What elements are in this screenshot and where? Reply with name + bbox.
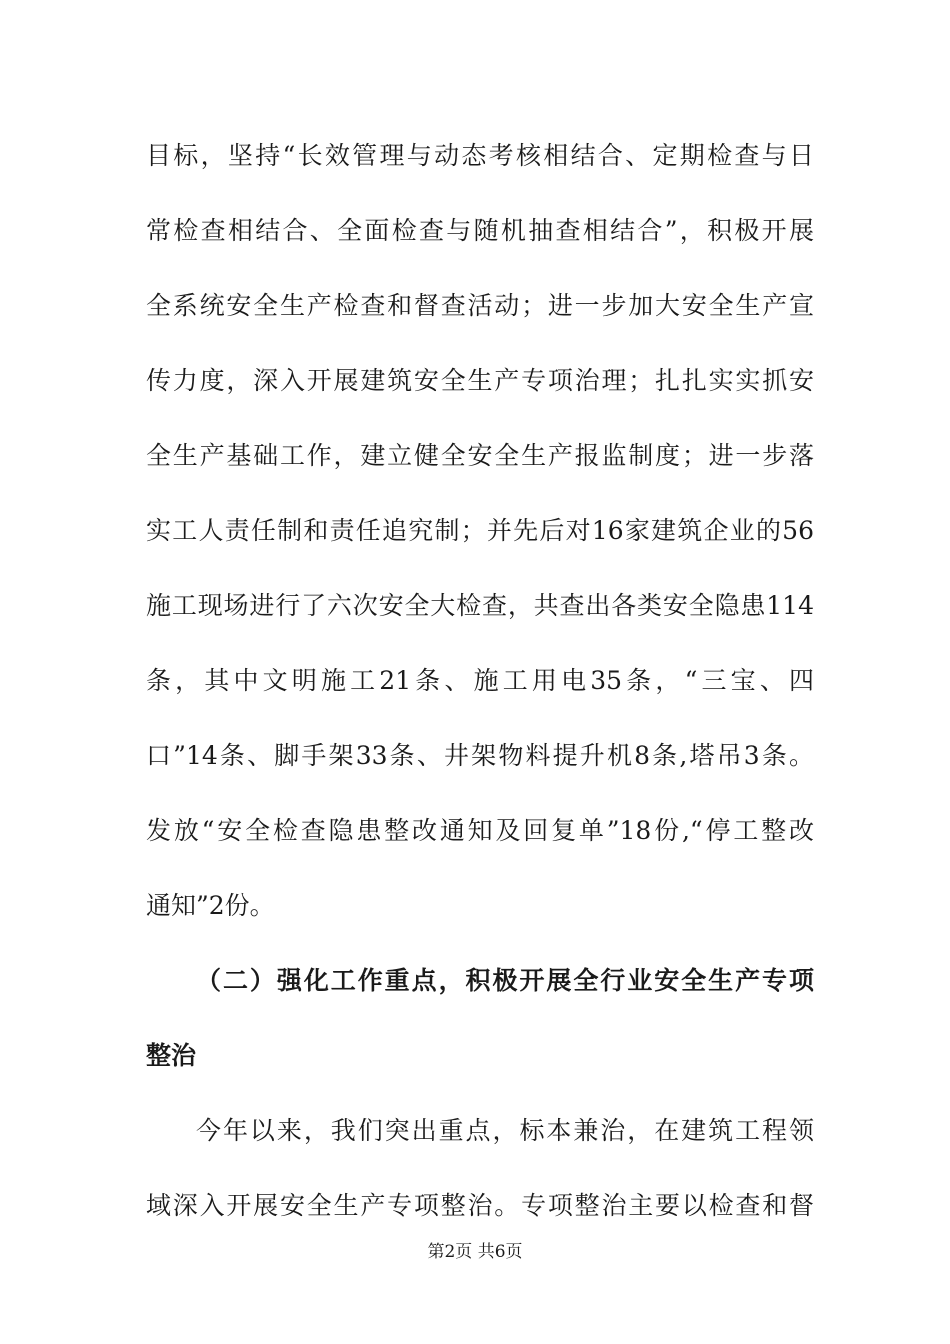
text-line: 传力度，深入开展建筑安全生产专项治理；扎扎实实抓安 <box>146 366 814 395</box>
text-line: 全生产基础工作，建立健全安全生产报监制度；进一步落 <box>146 441 814 470</box>
heading-line: 整治 <box>146 1041 197 1070</box>
paragraph-2 <box>146 1093 814 1243</box>
text-line: 条，其中文明施工21条、施工用电35条，“三宝、四 <box>146 666 814 695</box>
text-line: 实工人责任制和责任追究制；并先后对16家建筑企业的56 <box>146 516 814 545</box>
text-line: 目标，坚持“长效管理与动态考核相结合、定期检查与日 <box>146 141 814 170</box>
paragraph-1 <box>146 118 814 943</box>
heading-line: （二）强化工作重点，积极开展全行业安全生产专项 <box>196 966 814 995</box>
text-line: 口”14条、脚手架33条、井架物料提升机8条,塔吊3条。 <box>146 741 814 770</box>
text-line: 通知”2份。 <box>146 891 275 920</box>
page-footer <box>0 1240 950 1264</box>
page-number: 第2页 共6页 <box>427 1242 523 1262</box>
text-line: 全系统安全生产检查和督查活动；进一步加大安全生产宣 <box>146 291 814 320</box>
text-line: 今年以来，我们突出重点，标本兼治，在建筑工程领 <box>196 1116 814 1145</box>
text-line: 域深入开展安全生产专项整治。专项整治主要以检查和督 <box>146 1191 814 1220</box>
section-heading <box>146 943 814 1093</box>
text-line: 常检查相结合、全面检查与随机抽查相结合”，积极开展 <box>146 216 814 245</box>
text-line: 发放“安全检查隐患整改通知及回复单”18份,“停工整改 <box>146 816 814 845</box>
text-line: 施工现场进行了六次安全大检查，共查出各类安全隐患114 <box>146 591 814 620</box>
